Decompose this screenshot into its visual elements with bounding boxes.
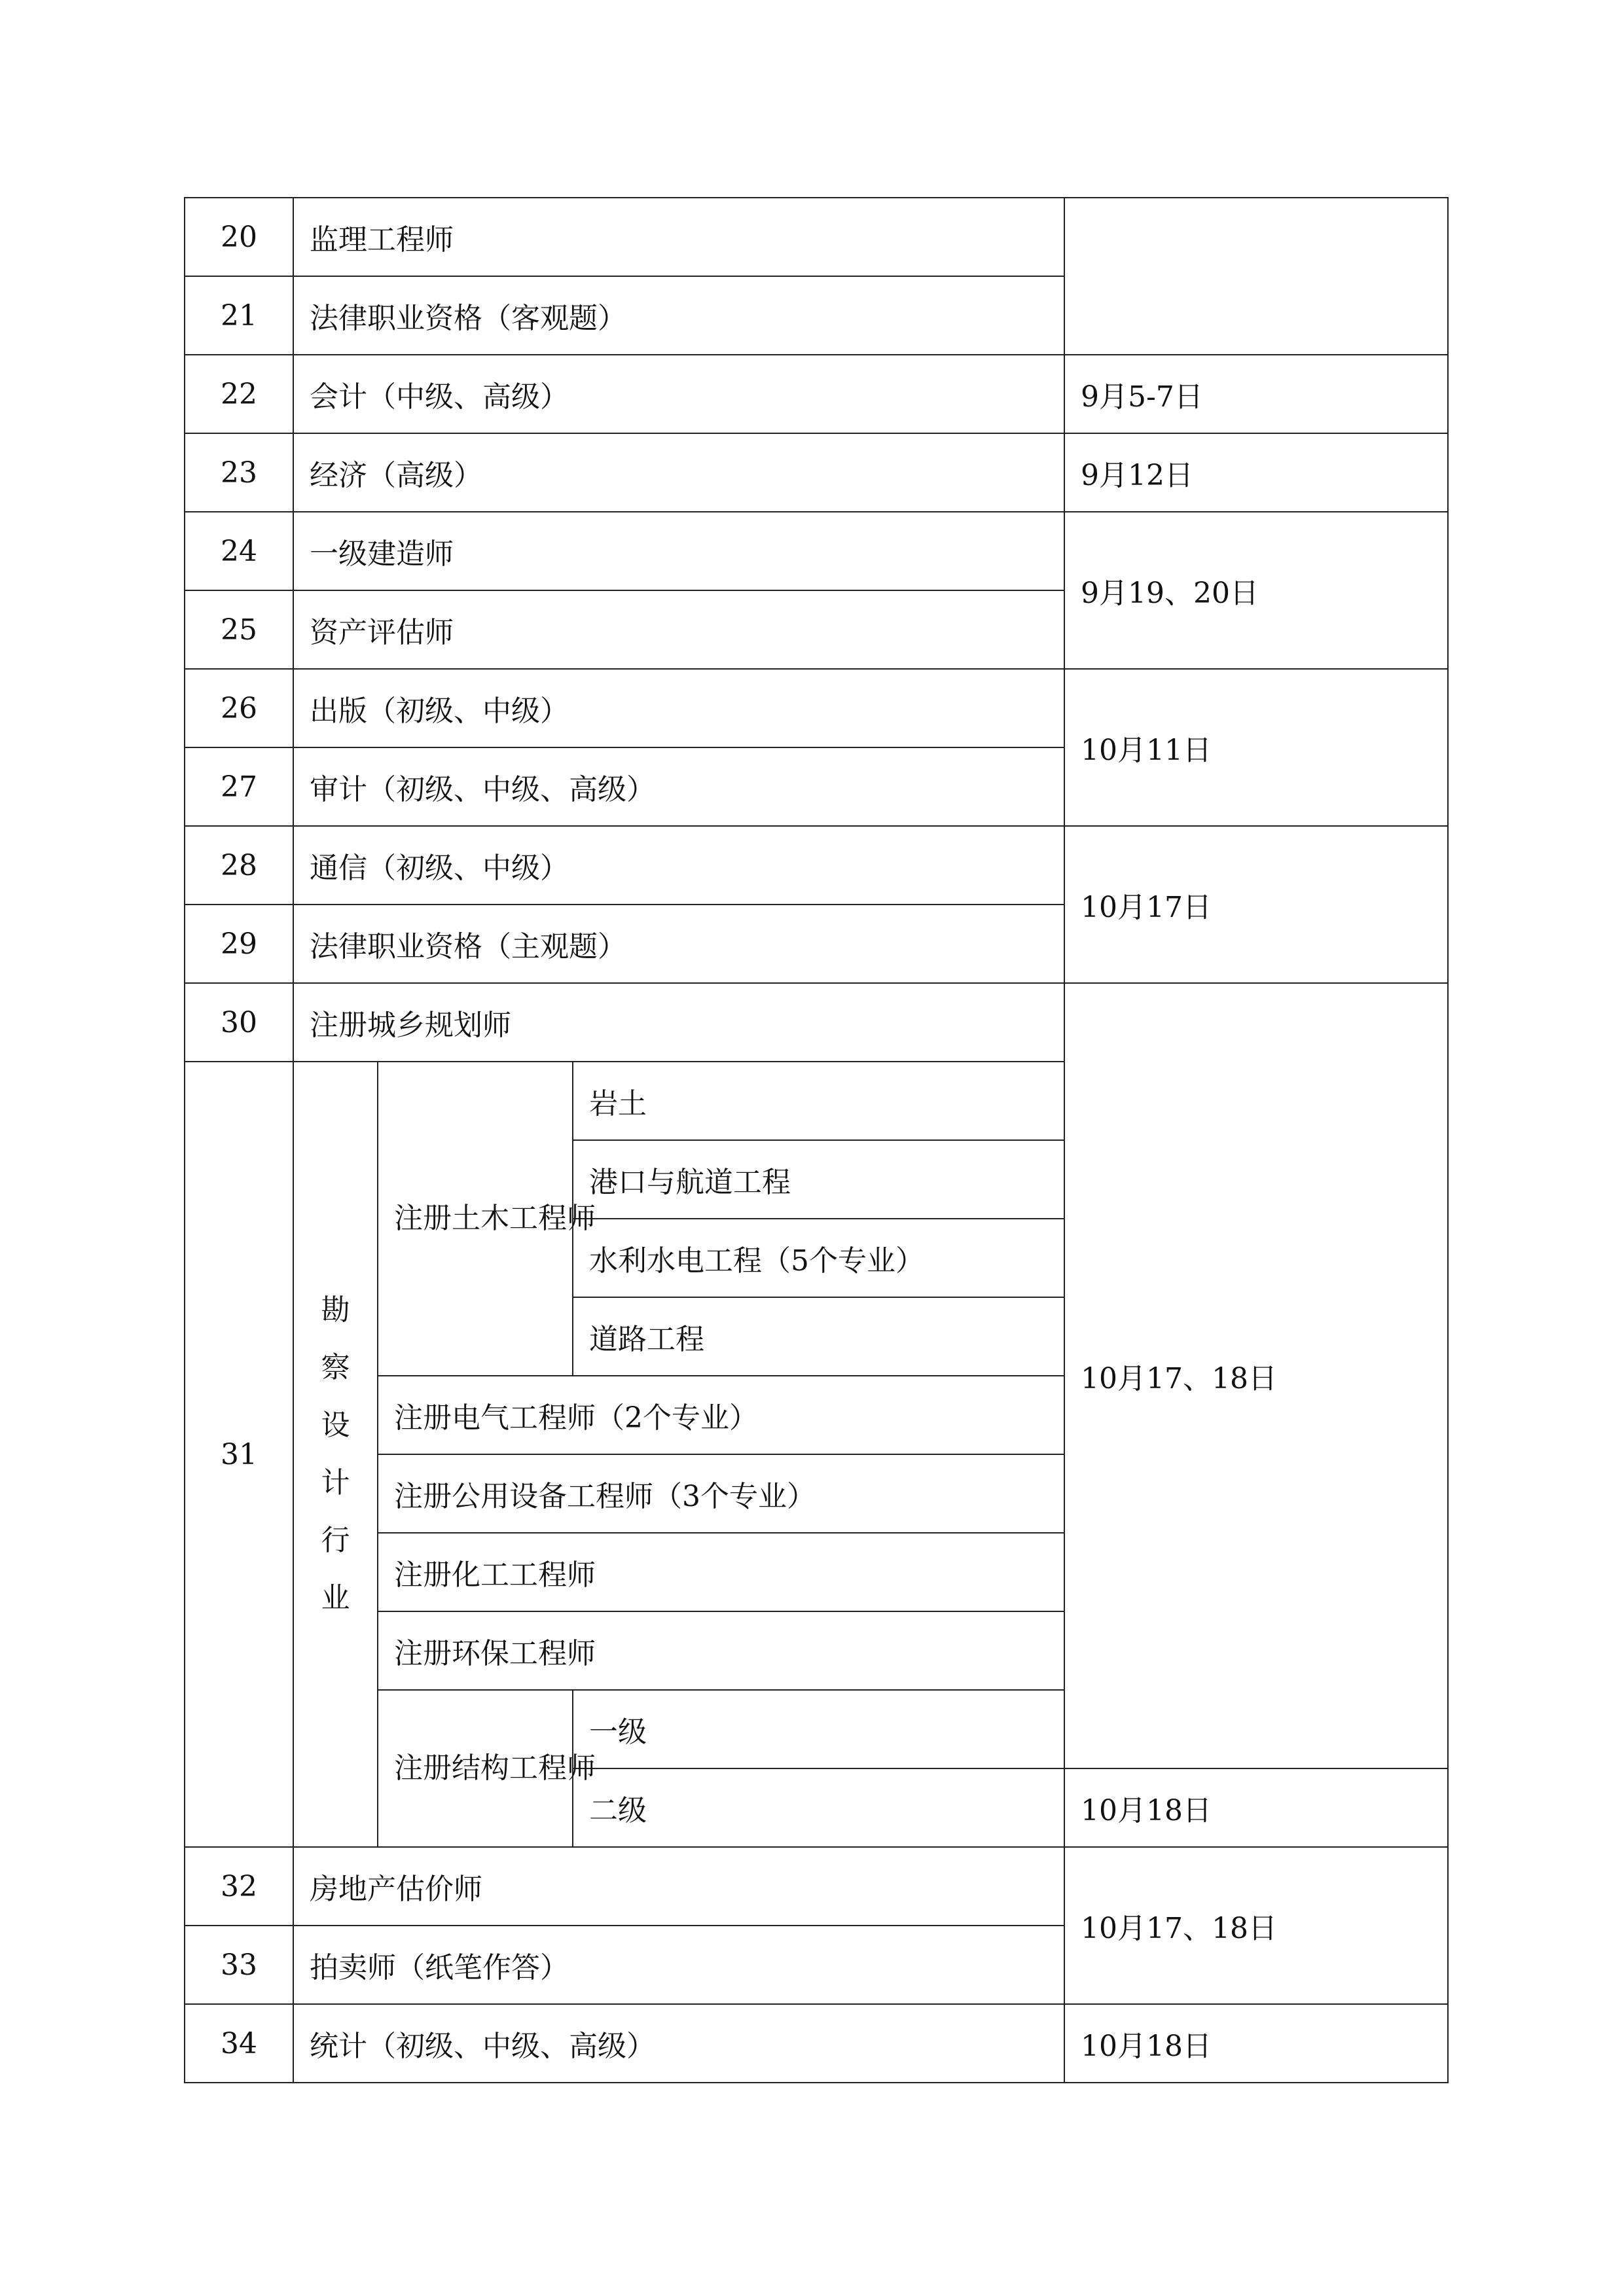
exam-name: 拍卖师（纸笔作答） — [293, 1926, 1064, 2004]
exam-name: 监理工程师 — [293, 198, 1064, 276]
structural-engineer-label: 注册结构工程师 — [378, 1690, 573, 1847]
exam-date: 9月5-7日 — [1064, 355, 1448, 433]
table-row — [185, 983, 1448, 1062]
exam-name: 注册电气工程师（2个专业） — [378, 1376, 1064, 1454]
row-number: 32 — [185, 1847, 293, 1926]
exam-date: 10月17、18日 — [1064, 983, 1448, 1768]
exam-name: 一级建造师 — [293, 512, 1064, 590]
table-row — [185, 1847, 1448, 1926]
table-row — [185, 512, 1448, 590]
row-number: 24 — [185, 512, 293, 590]
row-number: 21 — [185, 276, 293, 355]
table-row — [185, 198, 1448, 276]
exam-subitem: 道路工程 — [573, 1297, 1064, 1376]
exam-date: 10月18日 — [1064, 2004, 1448, 2083]
exam-name: 注册环保工程师 — [378, 1611, 1064, 1690]
row-number: 33 — [185, 1926, 293, 2004]
row-number: 27 — [185, 747, 293, 826]
exam-name: 资产评估师 — [293, 590, 1064, 669]
exam-date: 10月17日 — [1064, 826, 1448, 983]
exam-name: 经济（高级） — [293, 433, 1064, 512]
table-row — [185, 2004, 1448, 2083]
exam-date-blank — [1064, 198, 1448, 355]
row-number: 20 — [185, 198, 293, 276]
table-row — [185, 355, 1448, 433]
row-number: 22 — [185, 355, 293, 433]
exam-name: 法律职业资格（主观题） — [293, 905, 1064, 983]
exam-name: 注册城乡规划师 — [293, 983, 1064, 1062]
exam-name: 注册公用设备工程师（3个专业） — [378, 1454, 1064, 1533]
row-number: 29 — [185, 905, 293, 983]
exam-name: 会计（中级、高级） — [293, 355, 1064, 433]
exam-subitem: 岩土 — [573, 1062, 1064, 1140]
exam-name: 审计（初级、中级、高级） — [293, 747, 1064, 826]
row-number: 30 — [185, 983, 293, 1062]
exam-date: 9月12日 — [1064, 433, 1448, 512]
exam-name: 法律职业资格（客观题） — [293, 276, 1064, 355]
table-row — [185, 433, 1448, 512]
exam-name: 注册化工工程师 — [378, 1533, 1064, 1611]
row-number: 34 — [185, 2004, 293, 2083]
exam-subitem: 港口与航道工程 — [573, 1140, 1064, 1219]
exam-name: 出版（初级、中级） — [293, 669, 1064, 747]
exam-subitem: 二级 — [573, 1768, 1064, 1847]
exam-name: 房地产估价师 — [293, 1847, 1064, 1926]
row-number: 28 — [185, 826, 293, 905]
row-number: 26 — [185, 669, 293, 747]
table-row — [185, 669, 1448, 747]
exam-subitem: 水利水电工程（5个专业） — [573, 1219, 1064, 1297]
exam-name: 统计（初级、中级、高级） — [293, 2004, 1064, 2083]
exam-name: 通信（初级、中级） — [293, 826, 1064, 905]
exam-date: 10月18日 — [1064, 1768, 1448, 1847]
row-number: 23 — [185, 433, 293, 512]
exam-date: 9月19、20日 — [1064, 512, 1448, 669]
civil-engineer-label: 注册土木工程师 — [378, 1062, 573, 1376]
exam-date: 10月11日 — [1064, 669, 1448, 826]
row-number: 25 — [185, 590, 293, 669]
exam-date: 10月17、18日 — [1064, 1847, 1448, 2004]
group-label-survey-design: 勘 察 设 计 行 业 — [293, 1062, 378, 1847]
exam-subitem: 一级 — [573, 1690, 1064, 1768]
exam-schedule-table — [184, 197, 1449, 2083]
table-row — [185, 826, 1448, 905]
row-number: 31 — [185, 1062, 293, 1847]
